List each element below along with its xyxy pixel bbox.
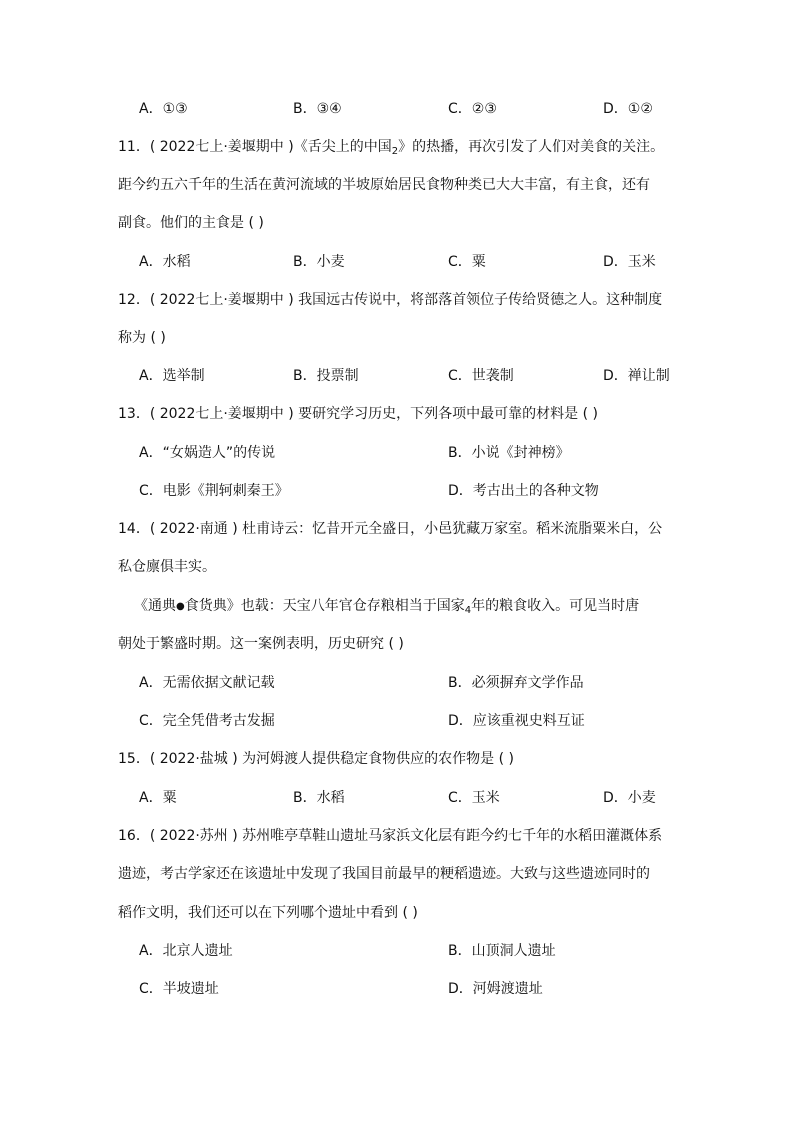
q14-stem-line-4: 朝处于繁盛时期。这一案例表明，历史研究 ( ) — [118, 636, 404, 652]
q12-stem-line-2: 称为 ( ) — [118, 330, 166, 346]
q16-option-c[interactable]: C．半坡遗址 — [139, 981, 219, 997]
q13-stem-line-1: 13．( 2022七上·姜堰期中 ) 要研究学习历史，下列各项中最可靠的材料是 ( ) — [118, 406, 598, 422]
q12-option-d[interactable]: D．禅让制 — [603, 368, 670, 384]
q15-stem-line-1: 15．( 2022·盐城 ) 为河姆渡人提供稳定食物供应的农作物是 ( ) — [118, 751, 514, 767]
q14-option-a[interactable]: A．无需依据文献记载 — [139, 675, 275, 691]
q14-stem-line-3: 《通典●食货典》也载：天宝八年官仓存粮相当于国家$_4$年的粮食收入。可见当时唐 — [134, 598, 640, 616]
q13-option-d[interactable]: D．考古出土的各种文物 — [448, 483, 599, 499]
q15-option-c[interactable]: C．玉米 — [448, 790, 500, 806]
q13-option-c[interactable]: C．电影《荆轲刺秦王》 — [139, 483, 289, 499]
q11-stem-line-1: 11．( 2022七上·姜堰期中 )《舌尖上的中国$_2$》的热播，再次引发了人们对美食的关注。 — [118, 139, 665, 157]
q11-stem-line-2: 距今约五六千年的生活在黄河流域的半坡原始居民食物种类已大大丰富，有主食，还有 — [118, 177, 650, 193]
q15-option-d[interactable]: D．小麦 — [603, 790, 656, 806]
q14-stem-line-1: 14．( 2022·南通 ) 杜甫诗云：忆昔开元全盛日，小邑犹藏万家室。稻米流脂粟米白，公 — [118, 521, 663, 537]
q14-option-b[interactable]: B．必须摒弃文学作品 — [448, 675, 584, 691]
q12-stem-line-1: 12．( 2022七上·姜堰期中 ) 我国远古传说中，将部落首领位子传给贤德之人。这种制度 — [118, 292, 663, 308]
q11-option-d[interactable]: D．玉米 — [603, 254, 656, 270]
q16-stem-line-3: 稻作文明，我们还可以在下列哪个遗址中看到 ( ) — [118, 905, 418, 921]
q13-option-b[interactable]: B．小说《封神榜》 — [448, 445, 570, 461]
q11-stem-line-3: 副食。他们的主食是 ( ) — [118, 215, 264, 231]
q11-option-b[interactable]: B．小麦 — [293, 254, 345, 270]
q13-option-a[interactable]: A．“女娲造人”的传说 — [139, 445, 276, 461]
q14-stem-line-2: 私仓廪俱丰实。 — [118, 559, 216, 575]
q16-stem-line-2: 遗迹，考古学家还在该遗址中发现了我国目前最早的粳稻遗迹。大致与这些遗迹同时的 — [118, 866, 650, 882]
q16-option-d[interactable]: D．河姆渡遗址 — [448, 981, 543, 997]
q16-option-b[interactable]: B．山顶洞人遗址 — [448, 943, 556, 959]
q12-option-a[interactable]: A．选举制 — [139, 368, 205, 384]
q12-option-c[interactable]: C．世袭制 — [448, 368, 514, 384]
q11-option-c[interactable]: C．粟 — [448, 254, 486, 270]
q11-option-a[interactable]: A．水稻 — [139, 254, 191, 270]
q10-option-b[interactable]: B．③④ — [293, 101, 342, 117]
q10-option-d[interactable]: D．①② — [603, 101, 653, 117]
q14-option-d[interactable]: D．应该重视史料互证 — [448, 713, 585, 729]
bullet-dot-icon: ● — [176, 601, 185, 612]
q12-option-b[interactable]: B．投票制 — [293, 368, 359, 384]
q15-option-b[interactable]: B．水稻 — [293, 790, 345, 806]
q10-option-a[interactable]: A．①③ — [139, 101, 188, 117]
q14-option-c[interactable]: C．完全凭借考古发掘 — [139, 713, 275, 729]
q16-stem-line-1: 16．( 2022·苏州 ) 苏州唯亭草鞋山遗址马家浜文化层有距今约七千年的水稻田灌溉体系 — [118, 828, 663, 844]
q10-option-c[interactable]: C．②③ — [448, 101, 497, 117]
q15-option-a[interactable]: A．粟 — [139, 790, 177, 806]
q16-option-a[interactable]: A．北京人遗址 — [139, 943, 233, 959]
